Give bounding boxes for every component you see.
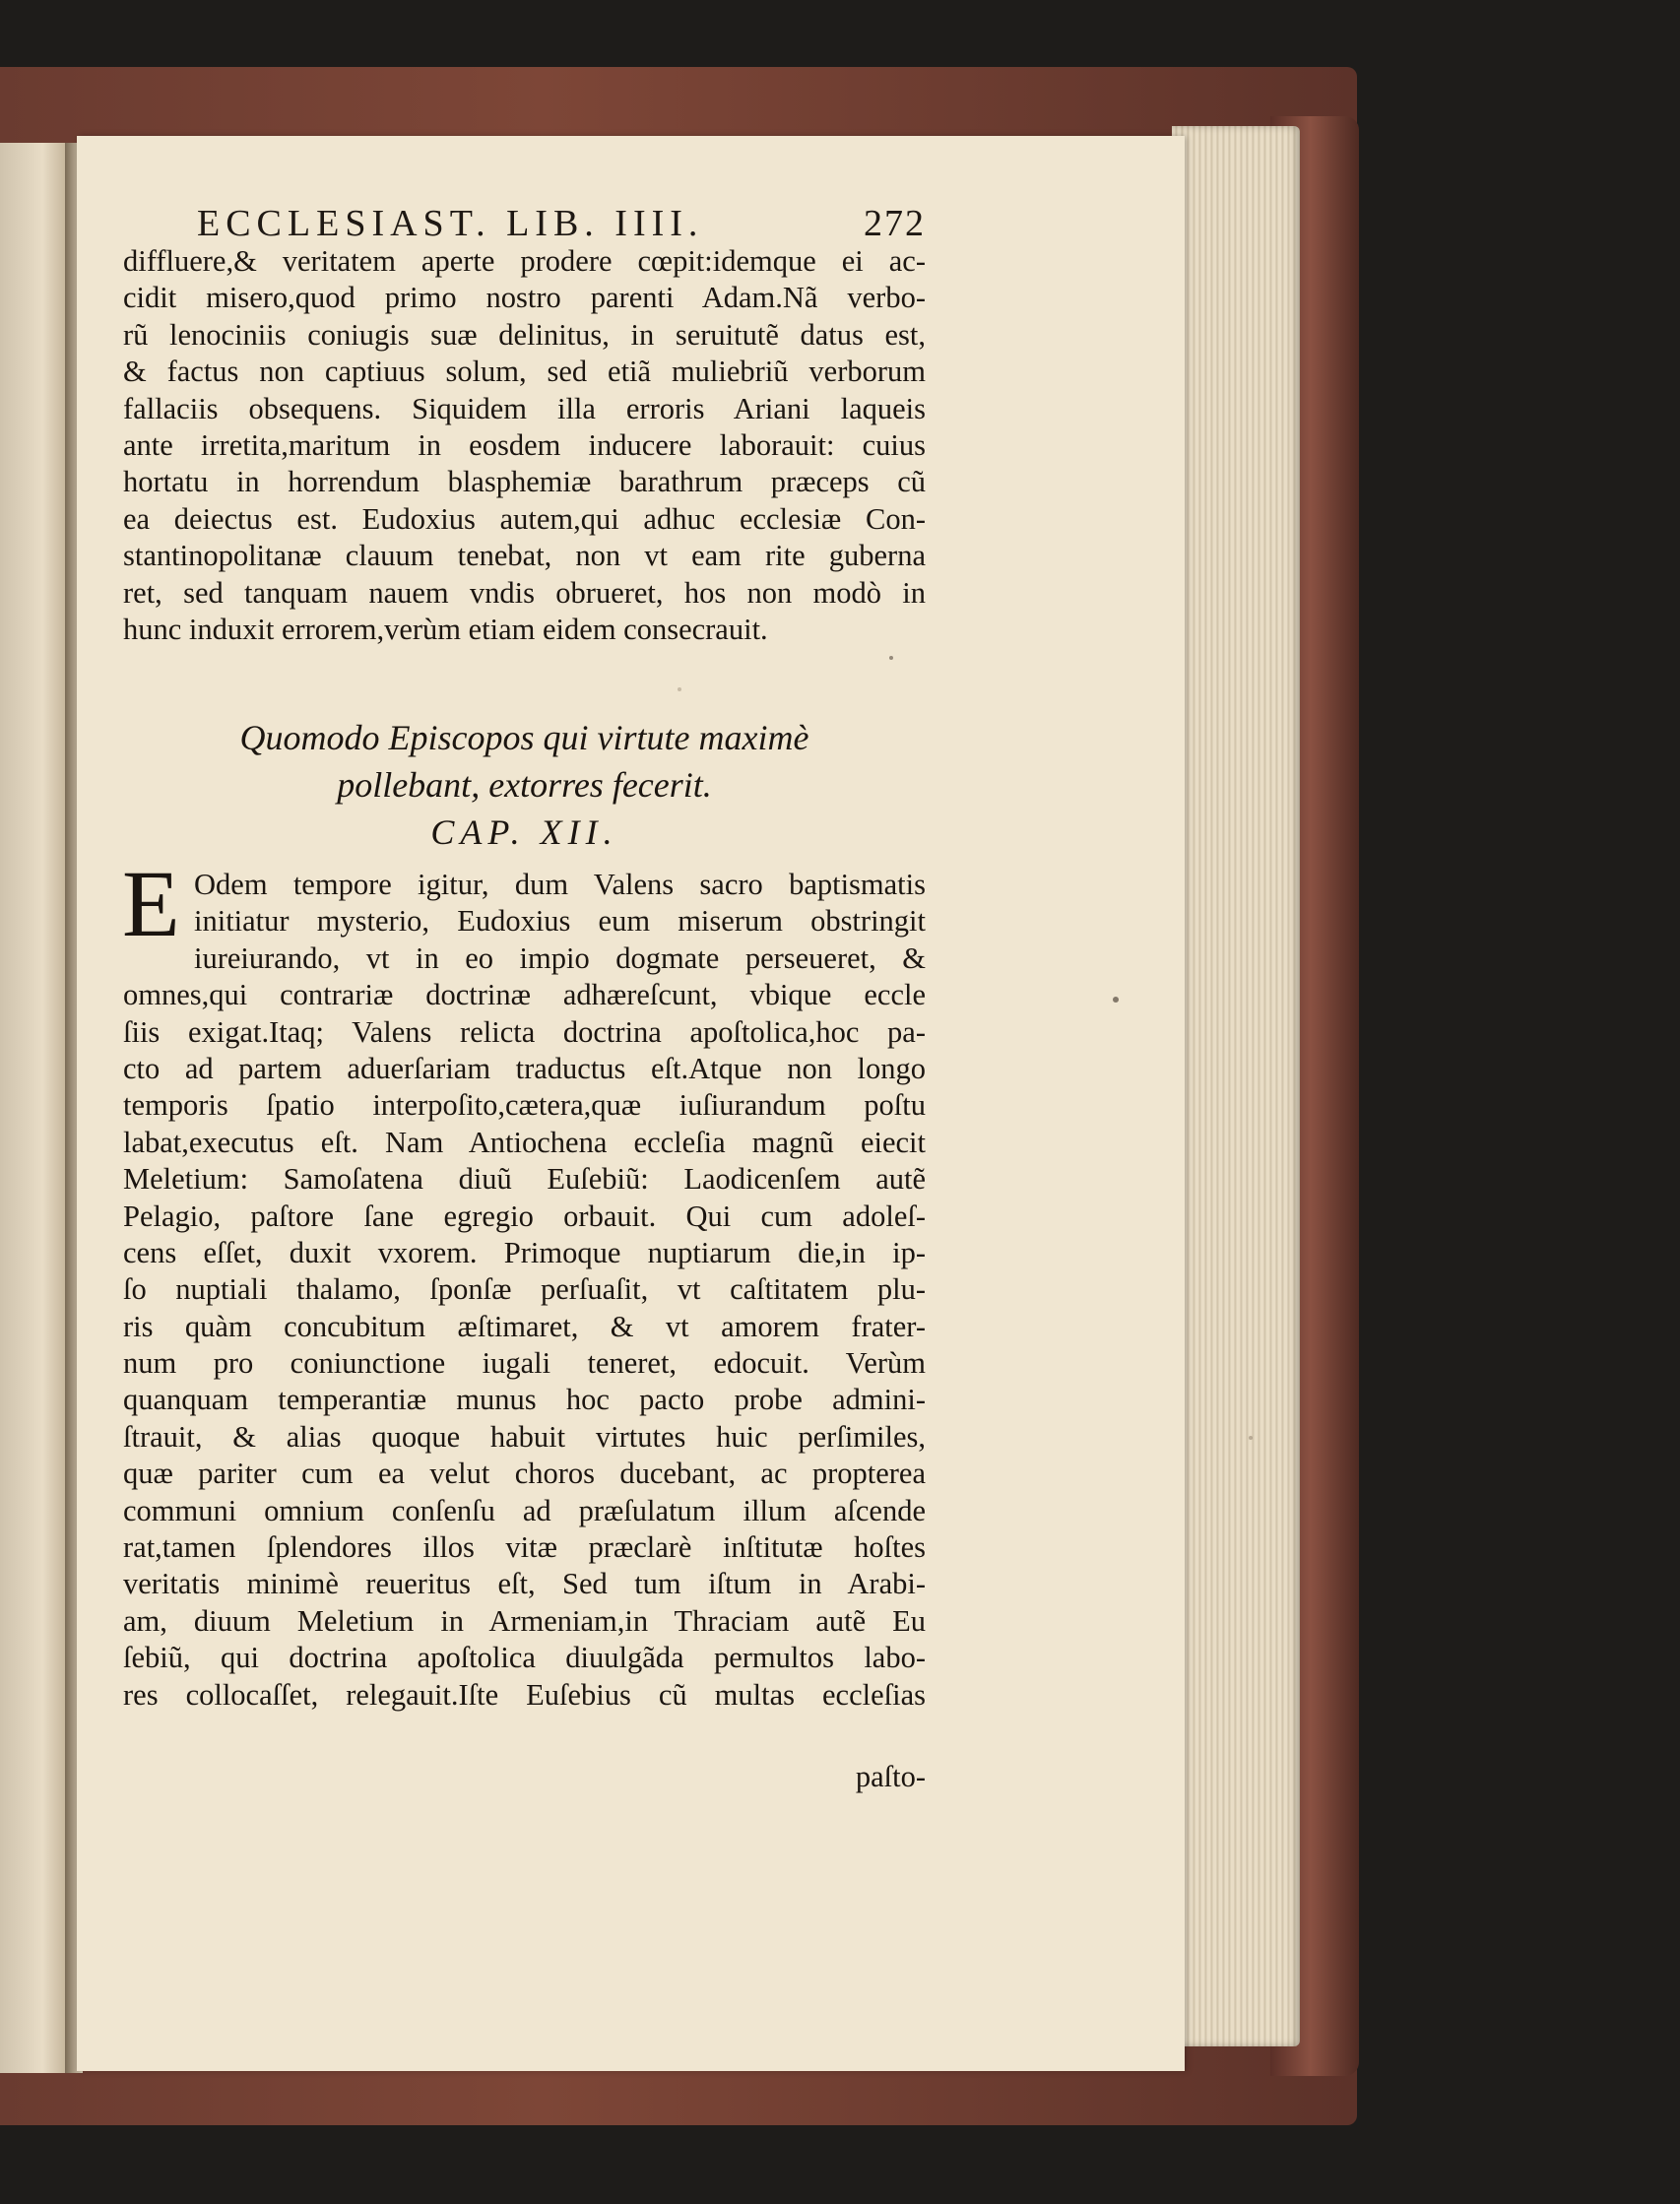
text-line: ante irretita,maritum in eosdem inducere laborauit: cuius bbox=[123, 427, 926, 462]
drop-cap: E bbox=[122, 851, 180, 956]
text-line: ſebiũ, qui doctrina apoſtolica diuulgãda permultos labo- bbox=[123, 1641, 926, 1675]
chapter-number: CAP. XII. bbox=[430, 812, 618, 852]
text-line: Odem tempore igitur, dum Valens sacro baptismatis bbox=[194, 868, 926, 901]
text-line: cidit misero,quod primo nostro parenti Adam.Nã verbo- bbox=[123, 281, 926, 315]
text-line: iureiurando, vt in eo impio dogmate perseueret, & bbox=[194, 940, 926, 975]
text-line: initiatur mysterio, Eudoxius eum miserum obstringit bbox=[194, 904, 926, 939]
text-line: & factus non captiuus solum, sed etiã muliebriũ verborum bbox=[123, 355, 926, 389]
text-line: num pro coniunctione iugali teneret, edocuit. Verùm bbox=[123, 1346, 926, 1381]
catchword: paſto- bbox=[855, 1760, 926, 1793]
text-line: ea deiectus est. Eudoxius autem,qui adhuc ecclesiæ Con- bbox=[123, 501, 926, 536]
text-line: hunc induxit errorem,verùm etiam eidem consecrauit. bbox=[123, 612, 768, 646]
text-line: communi omnium conſenſu ad præſulatum illum aſcende bbox=[123, 1493, 926, 1527]
text-line: ſtrauit, & alias quoque habuit virtutes huic perſimiles, bbox=[123, 1419, 926, 1454]
text-line: temporis ſpatio interpoſito,cætera,quæ iuſiurandum poſtu bbox=[123, 1088, 926, 1123]
text-line: ret, sed tanquam nauem vndis obrueret, hos non modò in bbox=[123, 575, 926, 610]
text-line: fallaciis obsequens. Siquidem illa erroris Ariani laqueis bbox=[123, 391, 926, 425]
text-line: am, diuum Meletium in Armeniam,in Thraciam autẽ Eu bbox=[123, 1603, 926, 1638]
page-number: 272 bbox=[864, 203, 926, 244]
text-line: ris quàm concubitum æſtimaret, & vt amorem frater- bbox=[123, 1309, 926, 1343]
text-line: rat,tamen ſplendores illos vitæ præclarè inſtitutæ hoſtes bbox=[123, 1530, 926, 1565]
text-line: Pelagio, paſtore ſane egregio orbauit. Qui cum adoleſ- bbox=[123, 1199, 926, 1233]
chapter-heading bbox=[123, 714, 926, 856]
text-line: hortatu in horrendum blasphemiæ barathrum præceps cũ bbox=[123, 465, 926, 499]
chapter-heading-line: Quomodo Episcopos qui virtute maximè bbox=[239, 718, 809, 757]
paragraph-2 bbox=[122, 851, 926, 1714]
text-line: veritatis minimè reueritus eſt, Sed tum iſtum in Arabi- bbox=[123, 1567, 926, 1601]
text-line: diffluere,& veritatem aperte prodere cœpit:idemque ei ac- bbox=[123, 244, 926, 278]
text-line: labat,executus eſt. Nam Antiochena eccleſia magnũ eiecit bbox=[123, 1125, 926, 1159]
chapter-heading-line: pollebant, extorres fecerit. bbox=[337, 765, 712, 805]
page-edges bbox=[1172, 126, 1300, 2046]
text-line: stantinopolitanæ clauum tenebat, non vt eam rite guberna bbox=[123, 539, 926, 573]
text-line: cto ad partem aduerſariam traductus eſt.Atque non longo bbox=[123, 1051, 926, 1085]
left-page-edge bbox=[0, 143, 71, 2073]
text-line: ſo nuptiali thalamo, ſponſæ perſuaſit, vt caſtitatem plu- bbox=[123, 1272, 926, 1307]
paragraph-1 bbox=[123, 243, 926, 648]
text-line: omnes,qui contrariæ doctrinæ adhæreſcunt, vbique eccle bbox=[123, 978, 926, 1012]
text-line: Meletium: Samoſatena diuũ Euſebiũ: Laodicenſem autẽ bbox=[123, 1162, 926, 1197]
text-line: res collocaſſet, relegauit.Iſte Euſebius cũ multas eccleſias bbox=[123, 1677, 926, 1712]
text-line: quæ pariter cum ea velut choros ducebant, ac propterea bbox=[123, 1457, 926, 1491]
text-line: quanquam temperantiæ munus hoc pacto probe admini- bbox=[123, 1383, 926, 1417]
text-line: rũ lenociniis coniugis suæ delinitus, in seruitutẽ datus est, bbox=[123, 317, 926, 352]
running-title: ECCLESIAST. LIB. IIII. bbox=[197, 203, 704, 244]
text-line: cens eſſet, duxit vxorem. Primoque nuptiarum die,in ip- bbox=[123, 1235, 926, 1269]
text-line: ſiis exigat.Itaq; Valens relicta doctrina apoſtolica,hoc pa- bbox=[123, 1014, 926, 1049]
